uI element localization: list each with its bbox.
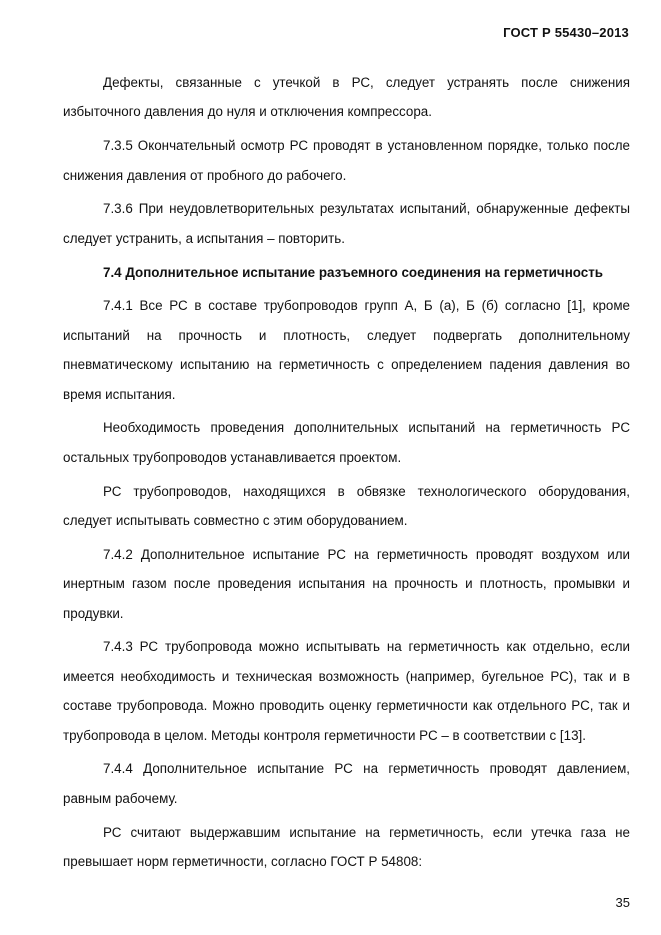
paragraph-7-4-2: 7.4.2 Дополнительное испытание РС на герметичность проводят воздухом или инертным газом после проведения испытания на прочность и плотность, промывки и продувки. [63, 546, 630, 621]
paragraph-additional-tests-necessity: Необходимость проведения дополнительных испытаний на герметичность РС остальных трубопроводов устанавливается проектом. [63, 420, 630, 465]
paragraph-7-3-5: 7.3.5 Окончательный осмотр РС проводят в установленном порядке, только после снижения давления от пробного до рабочего. [63, 138, 630, 183]
paragraph-7-3-6: 7.3.6 При неудовлетворительных результатах испытаний, обнаруженные дефекты следует устранить, а испытания – повторить. [63, 201, 630, 246]
paragraph-7-4-1: 7.4.1 Все РС в составе трубопроводов групп А, Б (а), Б (б) согласно [1], кроме испытаний на прочность и плотность, следует подвергать дополнительному пневматическому испытанию на герметичность с определением падения давления во время испытания. [63, 298, 630, 402]
paragraph-equipment-binding: РС трубопроводов, находящихся в обвязке технологического оборудования, следует испытывать совместно с этим оборудованием. [63, 483, 630, 529]
paragraph-leak-norms: РС считают выдержавшим испытание на герметичность, если утечка газа не превышает норм герметичности, согласно ГОСТ Р 54808: [63, 824, 630, 870]
page-number: 35 [615, 895, 630, 910]
document-code-header: ГОСТ Р 55430–2013 [503, 25, 629, 40]
paragraph-defects-leak: Дефекты, связанные с утечкой в РС, следует устранять после снижения избыточного давления до нуля и отключения компрессора. [63, 75, 630, 120]
body-text [63, 68, 630, 881]
section-heading-7-4: 7.4 Дополнительное испытание разъемного соединения на герметичность [103, 264, 604, 280]
paragraph-7-4-3: 7.4.3 РС трубопровода можно испытывать на герметичность как отдельно, если имеется необходимость и техническая возможность (например, бугельное РС), так и в составе трубопровода. Можно проводить оценку герметичности как отдельного РС, так и трубопровода в целом. Методы контроля герметичности РС – в соответствии с [13]. [63, 639, 630, 743]
paragraph-7-4-4: 7.4.4 Дополнительное испытание РС на герметичность проводят давлением, равным рабочему. [63, 761, 630, 806]
